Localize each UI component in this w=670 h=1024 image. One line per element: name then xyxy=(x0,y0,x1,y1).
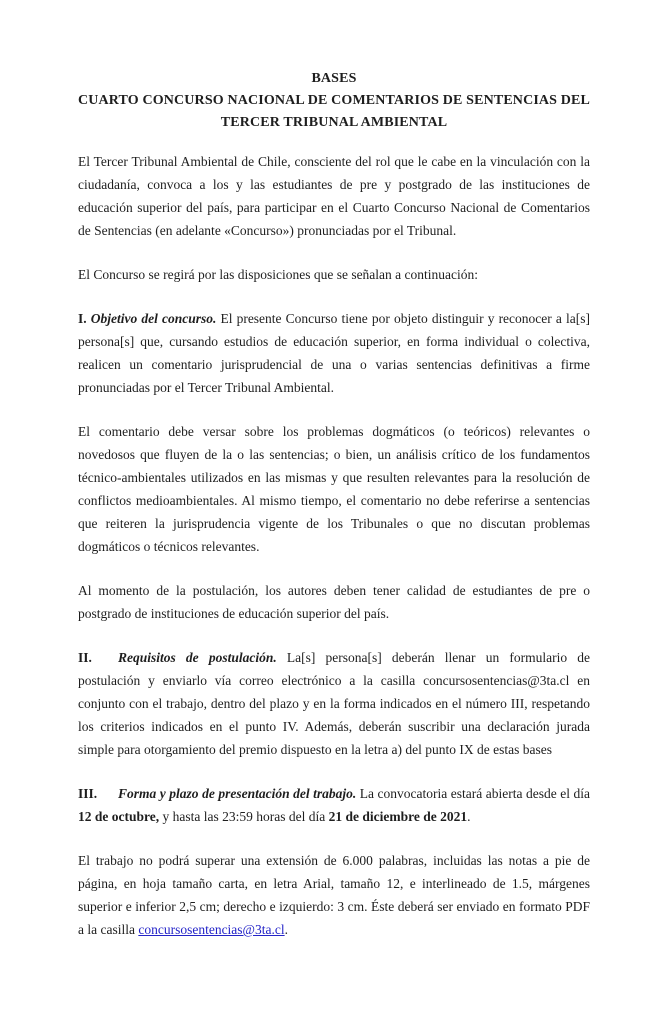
section-i-number: I. xyxy=(78,311,87,326)
document-title-line-2: CUARTO CONCURSO NACIONAL DE COMENTARIOS DE SENTENCIAS DEL xyxy=(78,93,591,108)
section-iii-text-2: y hasta las 23:59 horas del día xyxy=(159,809,329,824)
paragraph-comment-scope-text: El comentario debe versar sobre los problemas dogmáticos (o teóricos) relevantes o novedosos que fluyen de la o las sentencias; o bien, un análisis crítico de los fundamentos técnico-ambientales utilizados en las mismas y que resulten relevantes para la resolución de conflictos medioambientales. Al mismo tiempo, el comentario no debe referirse a sentencias que reiteren la jurisprudencia vigente de los Tribunales o que no discutan problemas dogmáticos o técnicos relevantes. xyxy=(78,424,590,554)
deadline-end-date: 21 de diciembre de 2021 xyxy=(328,809,468,824)
section-iii-heading: Forma y plazo de presentación del trabajo. xyxy=(118,786,357,801)
deadline-start-date: 12 de octubre, xyxy=(78,809,160,824)
section-i-heading: Objetivo del concurso. xyxy=(86,311,217,326)
paragraph-format-requirements xyxy=(78,849,590,941)
paragraph-student-requirement-text: Al momento de la postulación, los autores deben tener calidad de estudiantes de pre o postgrado de instituciones de educación superior del país. xyxy=(78,583,590,621)
section-iii-number: III. xyxy=(78,786,98,801)
section-ii-number: II. xyxy=(78,650,92,665)
email-link[interactable]: concursosentencias@3ta.cl xyxy=(138,922,285,937)
paragraph-format-requirements-period: . xyxy=(284,922,288,937)
section-iii-paragraph xyxy=(78,782,590,828)
paragraph-rules-intro xyxy=(78,263,590,286)
section-iii-text-3: . xyxy=(467,809,471,824)
paragraph-format-requirements-text: El trabajo no podrá superar una extensión de 6.000 palabras, incluidas las notas a pie de página, en hoja tamaño carta, en letra Arial, tamaño 12, e interlineado de 1.5, márgenes superior e inferior 2,5 cm; derecho e izquierdo: 3 cm. Éste deberá ser enviado en formato PDF a la casilla xyxy=(78,853,590,937)
paragraph-intro-text: El Tercer Tribunal Ambiental de Chile, consciente del rol que le cabe en la vinculación con la ciudadanía, convoca a los y las estudiantes de pre y postgrado de las instituciones de educación superior del país, para participar en el Cuarto Concurso Nacional de Comentarios de Sentencias (en adelante «Concurso») pronunciadas por el Tribunal. xyxy=(78,154,590,238)
section-iii-text-1: La convocatoria estará abierta desde el día xyxy=(356,786,591,801)
section-ii-text: La[s] persona[s] deberán llenar un formulario de postulación y enviarlo vía correo electrónico a la casilla concursosentencias@3ta.cl en conjunto con el trabajo, dentro del plazo y en la forma indicados en el número III, respetando los criterios indicados en el punto IV. Además, deberán suscribir una declaración jurada simple para otorgamiento del premio dispuesto en la letra a) del punto IX de estas bases xyxy=(78,650,590,757)
section-i-text: El presente Concurso tiene por objeto distinguir y reconocer a la[s] persona[s] que, cursando estudios de educación superior, en forma individual o colectiva, realicen un comentario jurisprudencial de una o varias sentencias definitivas a firme pronunciadas por el Tercer Tribunal Ambiental. xyxy=(78,311,590,395)
paragraph-comment-scope xyxy=(78,420,590,558)
section-i-paragraph xyxy=(78,307,590,399)
document-title xyxy=(78,68,590,134)
paragraph-intro xyxy=(78,150,590,242)
section-ii-heading: Requisitos de postulación. xyxy=(118,650,277,665)
paragraph-student-requirement xyxy=(78,579,590,625)
paragraph-rules-intro-text: El Concurso se regirá por las disposiciones que se señalan a continuación: xyxy=(78,267,479,282)
document-title-line-1: BASES xyxy=(311,71,357,86)
document-title-line-3: TERCER TRIBUNAL AMBIENTAL xyxy=(220,115,448,130)
section-ii-paragraph xyxy=(78,646,590,761)
